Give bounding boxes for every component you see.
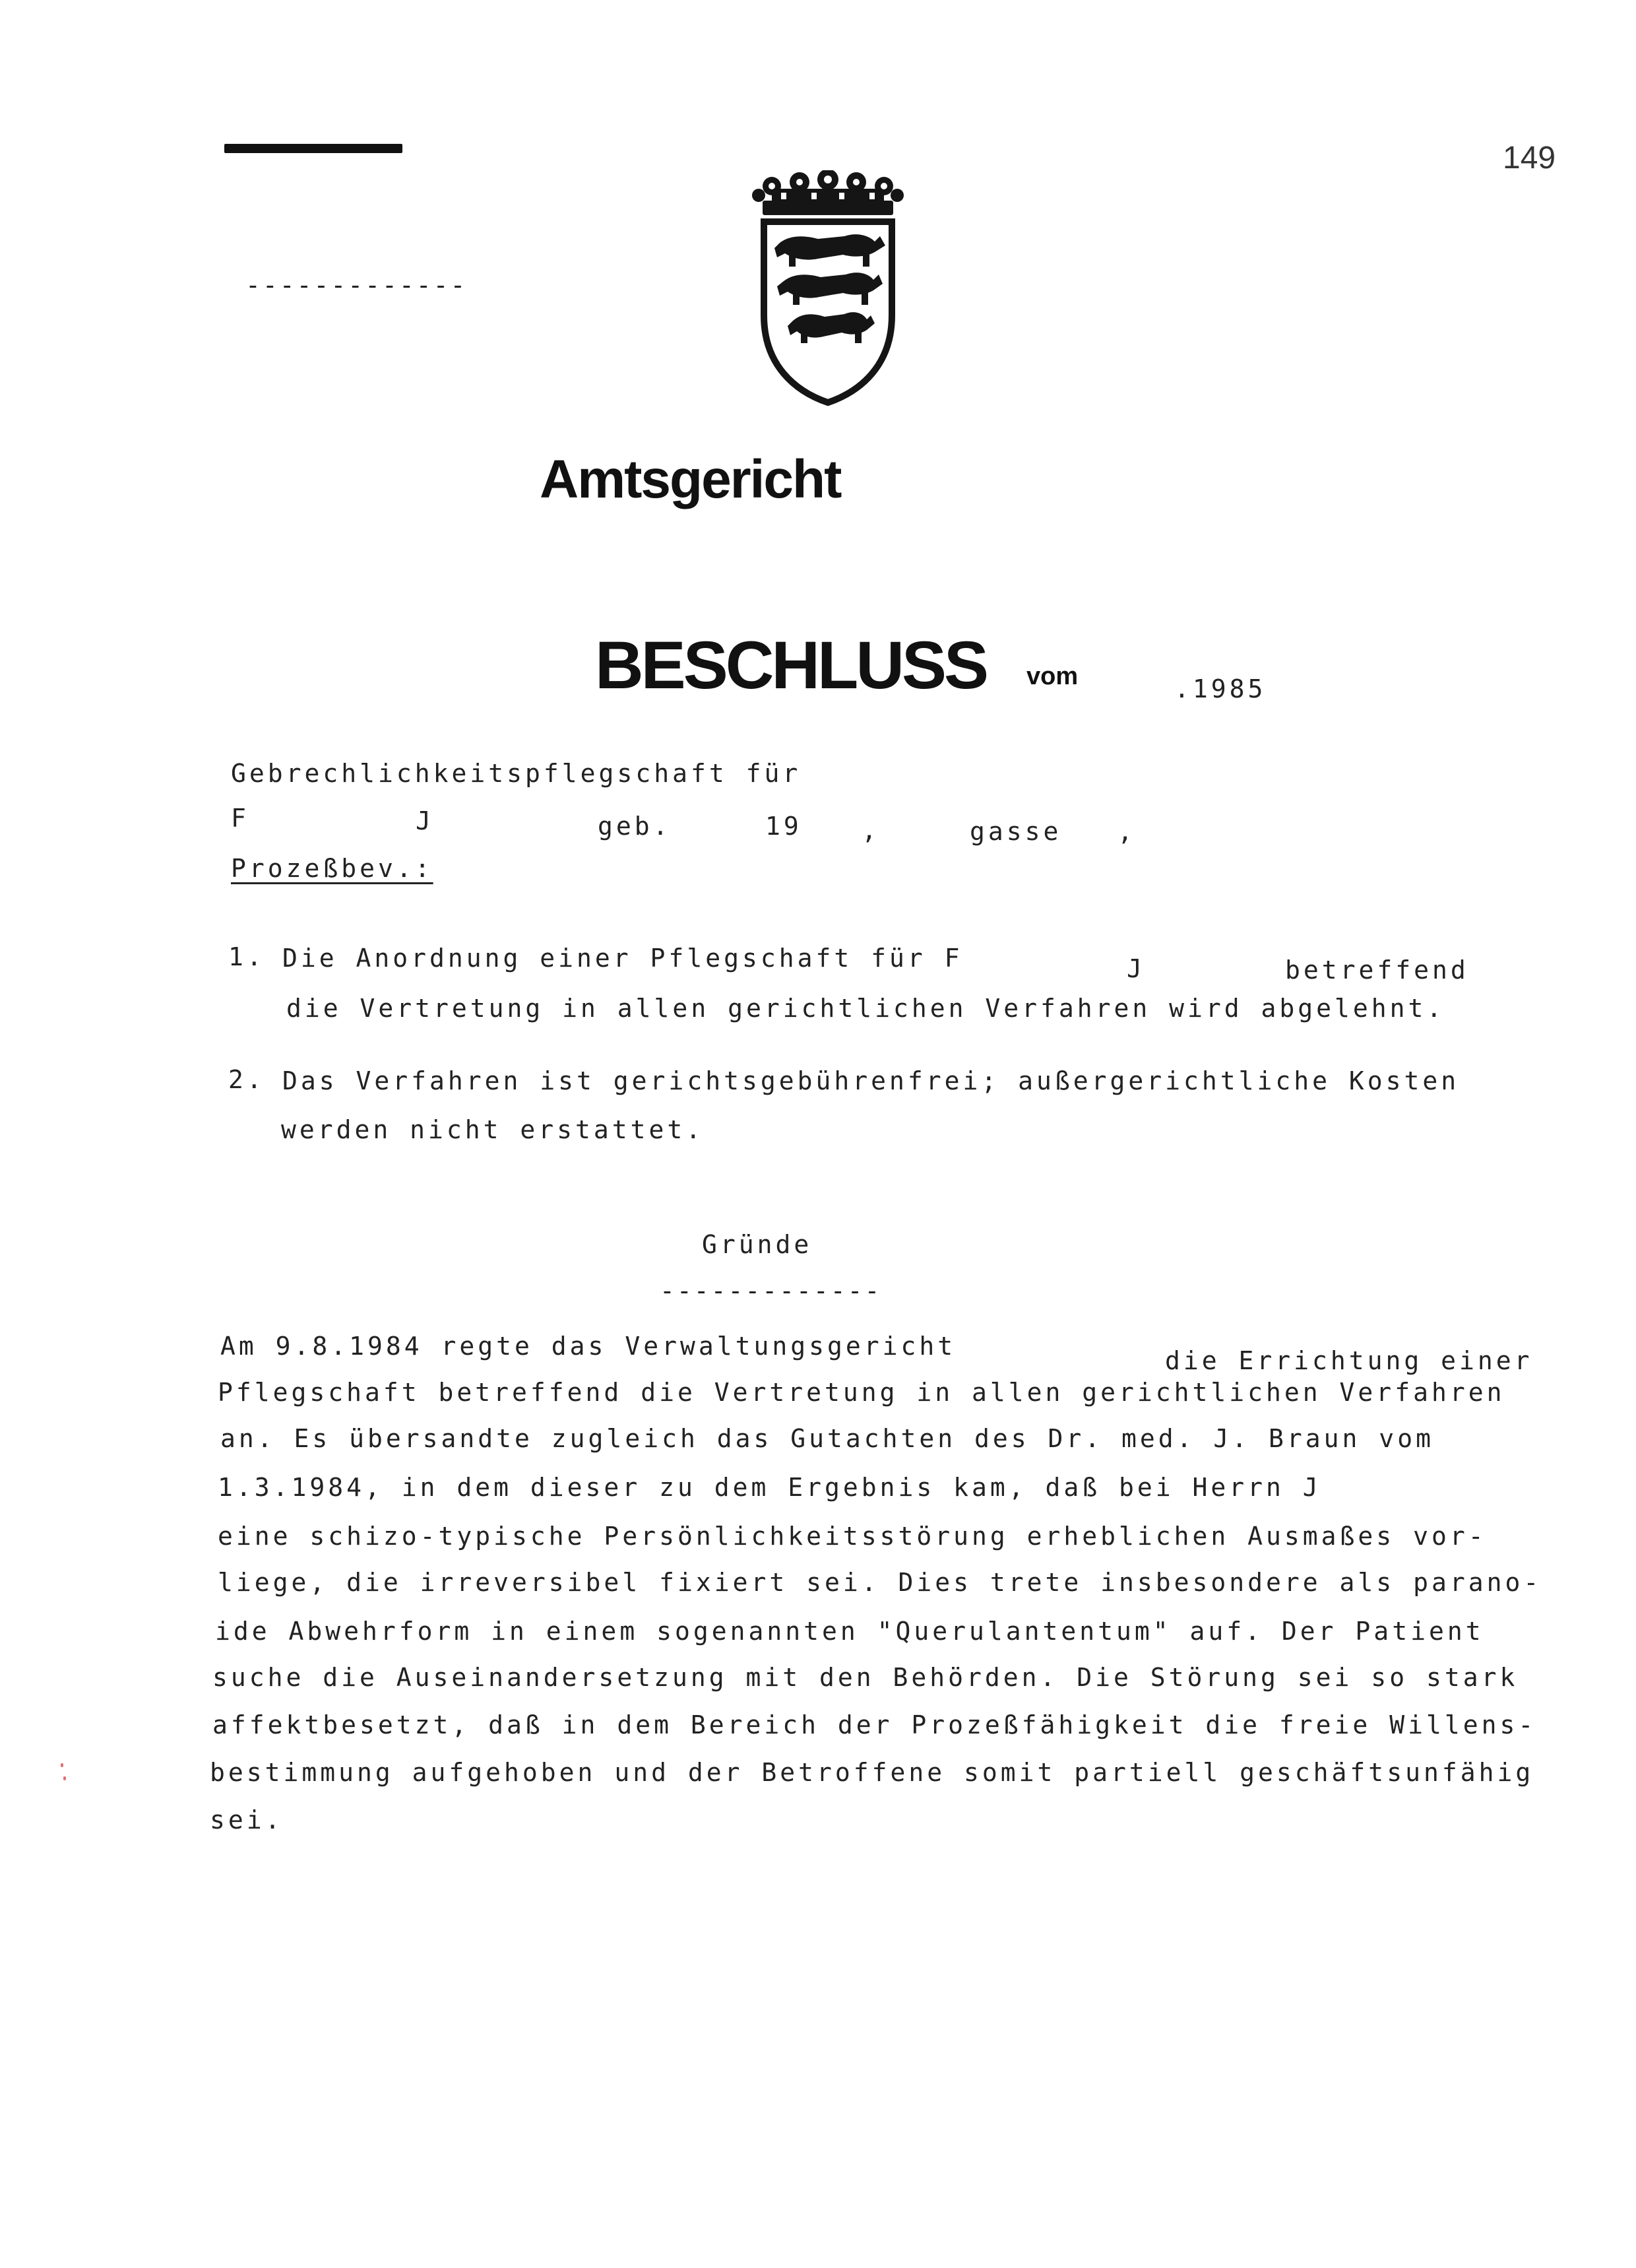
margin-mark (63, 1776, 66, 1780)
reasons-line-1: Am 9.8.1984 regte das Verwaltungsgericht (220, 1332, 957, 1361)
case-counsel-label: Prozeßbev.: (231, 854, 433, 883)
reasons-line-11: sei. (210, 1805, 284, 1834)
decision-vom-label: vom (1026, 663, 1079, 690)
header-dash-line: ------------- (245, 271, 468, 300)
case-initial-last: J (416, 806, 434, 835)
reasons-line-4: 1.3.1984, in dem dieser zu dem Ergebnis kam, daß bei Herrn J (218, 1473, 1321, 1502)
page-number: 149 (1503, 141, 1556, 176)
court-name: Amtsgericht (540, 449, 841, 509)
ruling-1-line1: Die Anordnung einer Pflegschaft für F (282, 944, 963, 973)
reasons-line-8: suche die Auseinandersetzung mit den Behörden. Die Störung sei so stark (212, 1663, 1519, 1692)
reasons-heading: Gründe (702, 1230, 813, 1259)
ruling-1-initial: J (1127, 954, 1145, 983)
case-subject: Gebrechlichkeitspflegschaft für (231, 759, 802, 788)
case-born-year: 19 (765, 812, 802, 841)
reasons-line-2: Pflegschaft betreffend die Vertretung in allen gerichtlichen Verfahren (218, 1378, 1505, 1407)
ruling-1-line1-end: betreffend (1285, 956, 1469, 985)
case-comma-2: , (1117, 817, 1136, 846)
decision-date: .1985 (1174, 674, 1267, 703)
reasons-line-9: affektbesetzt, daß in dem Bereich der Prozeßfähigkeit die freie Willens- (212, 1710, 1537, 1739)
reasons-line-7: ide Abwehrform in einem sogenannten "Querulantentum" auf. Der Patient (215, 1617, 1484, 1646)
ruling-2-line2: werden nicht erstattet. (281, 1115, 705, 1144)
coat-of-arms-icon (745, 170, 910, 408)
reasons-line-10: bestimmung aufgehoben und der Betroffene somit partiell geschäftsunfähig (210, 1758, 1534, 1787)
margin-mark (61, 1763, 63, 1767)
case-born-label: geb. (598, 812, 672, 841)
reasons-line-6: liege, die irreversibel fixiert sei. Dies trete insbesondere als parano- (218, 1568, 1542, 1597)
case-initial-first: F (231, 804, 249, 833)
reasons-line-3: an. Es übersandte zugleich das Gutachten des Dr. med. J. Braun vom (220, 1424, 1434, 1453)
case-comma-1: , (862, 816, 880, 845)
decision-title: BESCHLUSS (595, 628, 987, 703)
ruling-2-number: 2. (228, 1065, 265, 1094)
ruling-2-line1: Das Verfahren ist gerichtsgebührenfrei; außergerichtliche Kosten (282, 1066, 1460, 1095)
redacted-header-text (224, 144, 402, 153)
reasons-line-1-end: die Errichtung einer (1165, 1346, 1533, 1375)
reasons-line-5: eine schizo-typische Persönlichkeitsstörung erheblichen Ausmaßes vor- (218, 1522, 1487, 1551)
ruling-1-line2: die Vertretung in allen gerichtlichen Verfahren wird abgelehnt. (286, 994, 1445, 1023)
reasons-heading-rule: ------------- (660, 1276, 882, 1305)
case-street: gasse (970, 817, 1062, 846)
ruling-1-number: 1. (228, 942, 265, 971)
